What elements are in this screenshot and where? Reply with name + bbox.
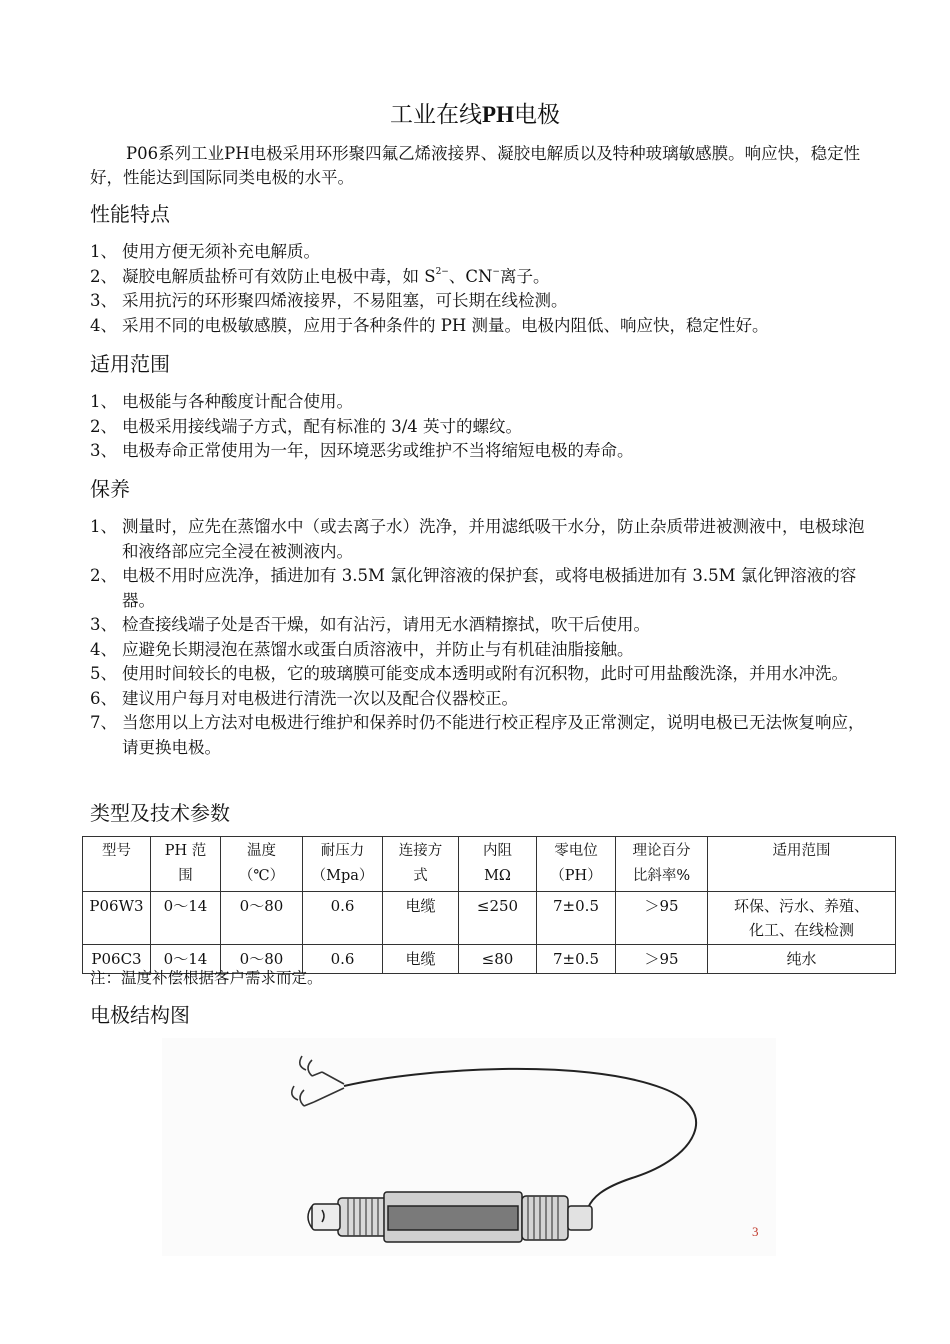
list-item: 3、 电极寿命正常使用为一年，因环境恶劣或维护不当将缩短电极的寿命。 bbox=[90, 441, 634, 460]
header-cell-connection: 连接方 式 bbox=[383, 837, 459, 892]
table-row: P06C3 0～14 0～80 0.6 电缆 ≤80 7±0.5 ＞95 纯水 bbox=[83, 945, 896, 974]
list-item: 6、 建议用户每月对电极进行清洗一次以及配合仪器校正。 bbox=[90, 688, 518, 708]
list-item: 2、 电极不用时应洗净，插进加有 3.5M 氯化钾溶液的保护套，或将电极插进加有 3.5M 氯化钾溶液的容器。 bbox=[90, 566, 857, 610]
maintenance-heading: 保养 bbox=[90, 477, 130, 501]
list-item: 7、 当您用以上方法对电极进行维护和保养时仍不能进行校正程序及正常测定，说明电极已无法恢复响应，请更换电极。 bbox=[90, 713, 865, 757]
page-title bbox=[0, 100, 950, 130]
scope-heading: 适用范围 bbox=[90, 352, 170, 376]
list-item: 1、 使用方便无须补充电解质。 bbox=[90, 242, 320, 261]
electrode-body bbox=[308, 1192, 592, 1242]
header-cell-application: 适用范围 bbox=[708, 837, 896, 892]
table-row: P06W3 0～14 0～80 0.6 电缆 ≤250 7±0.5 ＞95 环保、污水、养殖、 化工、在线检测 bbox=[83, 892, 896, 945]
header-cell-model: 型号 bbox=[83, 837, 151, 892]
cable-line bbox=[344, 1069, 696, 1208]
specs-table bbox=[82, 836, 896, 974]
intro-paragraph: P06系列工业PH电极采用环形聚四氟乙烯液接界、凝胶电解质以及特种玻璃敏感膜。响应快，稳定性好，性能达到国际同类电极的水平。 bbox=[90, 144, 861, 187]
features-heading: 性能特点 bbox=[90, 202, 170, 226]
maintenance-list bbox=[90, 515, 870, 760]
list-item: 5、 使用时间较长的电极，它的玻璃膜可能变成本透明或附有沉积物，此时可用盐酸洗涤，并用水冲洗。 bbox=[90, 664, 848, 683]
scope-list bbox=[90, 390, 870, 464]
title-prefix: 工业在线 bbox=[390, 102, 483, 128]
list-item: 2、 电极采用接线端子方式，配有标准的 3/4 英寸的螺纹。 bbox=[90, 416, 523, 436]
figure-mark: 3 bbox=[752, 1224, 759, 1239]
list-item: 4、 采用不同的电极敏感膜，应用于各种条件的 PH 测量。电极内阻低、响应快，稳定性好。 bbox=[90, 315, 769, 335]
table-note: 注：温度补偿根据客户需求而定。 bbox=[90, 969, 323, 987]
list-item: 2、 凝胶电解质盐桥可有效防止电极中毒，如 $S^{2-}$、CN−离子。 bbox=[90, 266, 550, 286]
list-item: 1、 电极能与各种酸度计配合使用。 bbox=[90, 392, 353, 411]
list-item: 1、 测量时，应先在蒸馏水中（或去离子水）洗净，并用滤纸吸干水分，防止杂质带进被测液中，电极球泡和液络部应完全浸在被测液内。 bbox=[90, 517, 865, 561]
electrode-drawing bbox=[162, 1038, 776, 1256]
header-cell-resistance: 内阻 MΩ bbox=[459, 837, 537, 892]
list-item: 3、 采用抗污的环形聚四烯液接界，不易阻塞，可长期在线检测。 bbox=[90, 291, 568, 310]
spade-terminal-icon bbox=[292, 1056, 344, 1106]
electrode-structure-figure bbox=[162, 1038, 776, 1256]
title-suffix: 电极 bbox=[513, 102, 560, 128]
header-cell-slope: 理论百分 比斜率% bbox=[616, 837, 708, 892]
specs-heading: 类型及技术参数 bbox=[90, 801, 230, 825]
features-list bbox=[90, 240, 870, 338]
header-cell-temp: 温度 （℃） bbox=[221, 837, 303, 892]
table-header-row bbox=[83, 837, 896, 892]
header-cell-zero: 零电位 （PH） bbox=[537, 837, 616, 892]
list-item: 4、 应避免长期浸泡在蒸馏水或蛋白质溶液中，并防止与有机硅油脂接触。 bbox=[90, 639, 634, 659]
header-cell-ph: PH 范 围 bbox=[151, 837, 221, 892]
structure-heading: 电极结构图 bbox=[90, 1003, 190, 1027]
list-item: 3、 检查接线端子处是否干燥，如有沾污，请用无水酒精擦拭，吹干后使用。 bbox=[90, 615, 650, 634]
header-cell-pressure: 耐压力 （Mpa） bbox=[303, 837, 383, 892]
title-bold: PH bbox=[482, 102, 514, 127]
